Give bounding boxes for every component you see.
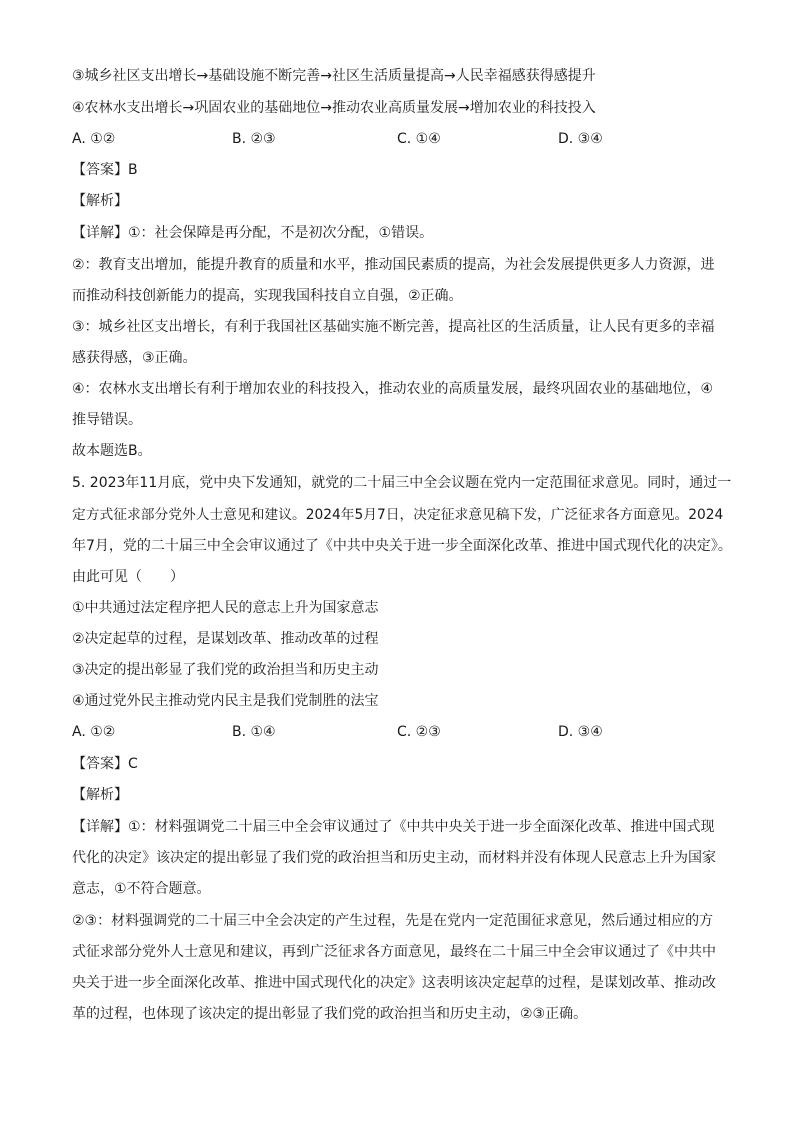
q4-analysis-label: 【解析】 [72,193,128,209]
q5-detail-line: 式征求部分党外人士意见和建议，再到广泛征求各方面意见，最终在二十届三中全会审议通过了《中共中 [72,944,716,960]
q4-choice-d: D. ③④ [558,131,603,147]
q5-option-4: ④通过党外民主推动党内民主是我们党制胜的法宝 [72,693,379,709]
q5-choice-b: B. ①④ [232,724,276,740]
q4-detail-line: 而推动科技创新能力的提高，实现我国科技自立自强，②正确。 [72,288,463,304]
q5-stem-line: 年7月，党的二十届三中全会审议通过了《中共中央关于进一步全面深化改革、推进中国式现代化的决定》。 [72,538,732,554]
q4-option-3: ③城乡社区支出增长→基础设施不断完善→社区生活质量提高→人民幸福感获得感提升 [72,68,596,84]
q5-choice-d: D. ③④ [558,724,603,740]
q5-stem-line: 由此可见（ ） [72,569,184,585]
q5-option-1: ①中共通过法定程序把人民的意志上升为国家意志 [72,600,379,616]
q5-detail-line: 代化的决定》该决定的提出彰显了我们党的政治担当和历史主动，而材料并没有体现人民意志上升为国家 [72,850,716,866]
q4-choice-b: B. ②③ [232,131,276,147]
q4-answer: 【答案】B [72,162,138,178]
q5-stem-line: 5. 2023年11月底，党中央下发通知，就党的二十届三中全会议题在党内一定范围征求意见。同时，通过一 [72,475,732,491]
q4-option-4: ④农林水支出增长→巩固农业的基础地位→推动农业高质量发展→增加农业的科技投入 [72,100,596,116]
q5-option-2: ②决定起草的过程，是谋划改革、推动改革的过程 [72,631,379,647]
q4-detail-line: ②：教育支出增加，能提升教育的质量和水平，推动国民素质的提高，为社会发展提供更多人力资源，进 [72,257,715,273]
q4-detail-line: ④：农林水支出增长有利于增加农业的科技投入，推动农业的高质量发展，最终巩固农业的基础地位，④ [72,381,714,397]
q4-conclusion: 故本题选B。 [72,443,152,459]
q5-detail-line: 央关于进一步全面深化改革、推进中国式现代化的决定》这表明该决定起草的过程，是谋划改革、推动改 [72,975,716,991]
q4-choice-a: A. ①② [72,131,116,147]
q4-choice-c: C. ①④ [397,131,441,147]
q5-choice-a: A. ①② [72,724,116,740]
q5-detail-line: 革的过程，也体现了该决定的提出彰显了我们党的政治担当和历史主动，②③正确。 [72,1006,588,1022]
q4-detail-line: 【详解】①：社会保障是再分配，不是初次分配，①错误。 [72,225,434,241]
q5-option-3: ③决定的提出彰显了我们党的政治担当和历史主动 [72,662,379,678]
q4-detail-line: 推导错误。 [72,412,142,428]
q5-detail-line: 意志，①不符合题意。 [72,881,211,897]
q5-analysis-label: 【解析】 [72,787,128,803]
q4-detail-line: 感获得感，③正确。 [72,350,197,366]
q5-detail-line: ②③：材料强调党的二十届三中全会决定的产生过程，先是在党内一定范围征求意见，然后通过相应的方 [72,913,714,929]
q4-detail-line: ③：城乡社区支出增长，有利于我国社区基础实施不断完善，提高社区的生活质量，让人民有更多的幸福 [72,319,715,335]
q5-stem-line: 定方式征求部分党外人士意见和建议。2024年5月7日，决定征求意见稿下发，广泛征求各方面意见。2024 [72,507,724,523]
q5-choices [72,722,732,742]
q5-choice-c: C. ②③ [397,724,441,740]
q4-choices [72,129,732,149]
q5-answer: 【答案】C [72,756,138,772]
q5-detail-line: 【详解】①：材料强调党二十届三中全会审议通过了《中共中央关于进一步全面深化改革、推进中国式现 [72,819,715,835]
